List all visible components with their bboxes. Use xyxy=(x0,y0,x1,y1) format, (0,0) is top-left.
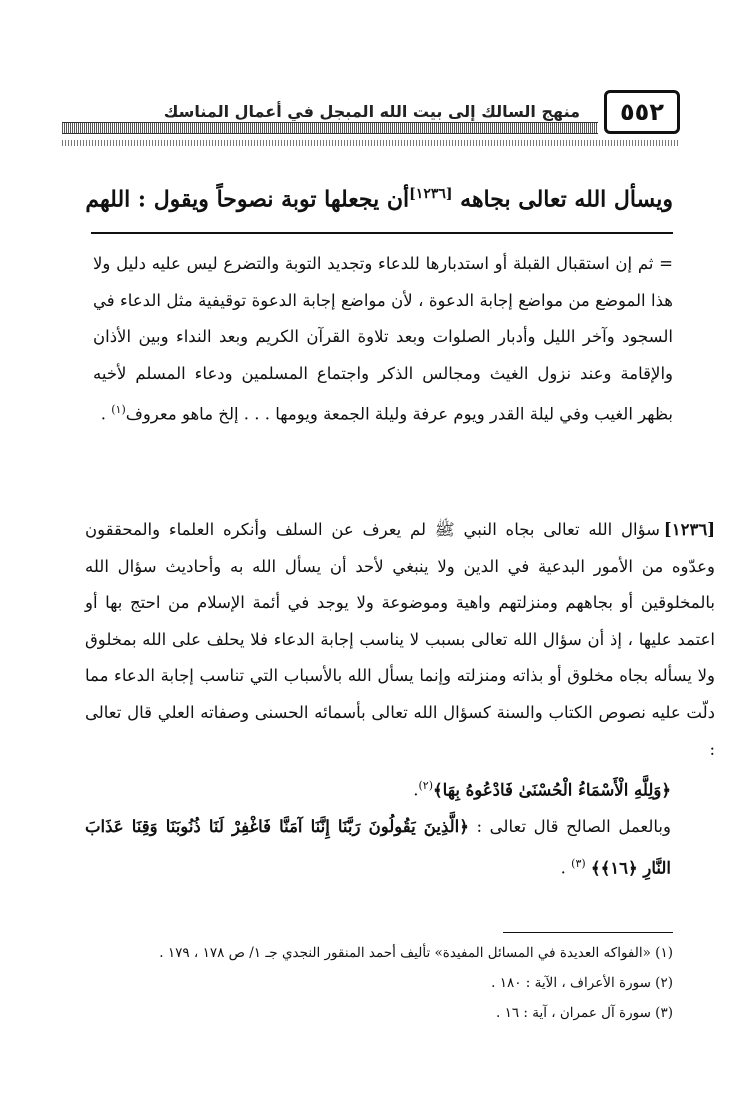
note-end: . xyxy=(100,404,112,424)
comment-reference: [١٢٣٦] xyxy=(409,186,453,202)
footnote-marker-3: (٣) xyxy=(571,856,586,870)
main-text-after: أن يجعلها توبة نصوحاً ويقول : اللهم xyxy=(85,186,410,213)
footnotes xyxy=(73,938,673,1028)
continued-note xyxy=(93,246,673,433)
footnote-rule xyxy=(503,932,673,933)
main-text-line xyxy=(63,172,673,221)
footnote-1: (١) «الفواكه العديدة في المسائل المفيدة» تأليف أحمد المنقور النجدي جـ ١/ ص ١٧٨ ، ١٧٩ . xyxy=(159,945,673,961)
comment-1236 xyxy=(85,512,715,887)
comment-number: [١٢٣٦] xyxy=(663,520,715,539)
running-title: منهج السالك إلى بيت الله المبجل في أعمال المناسك xyxy=(163,102,580,121)
page-number: ٥٥٢ xyxy=(604,90,680,134)
quran-verse-2: ﴿الَّذِينَ يَقُولُونَ رَبَّنَا إِنَّنَا آمَنَّا فَاغْفِرْ لَنَا ذُنُوبَنَا وَقِنَا عَذَابَ النَّارِ ﴿١٦﴾﴾ xyxy=(85,817,671,878)
footnote-marker-1: (١) xyxy=(111,403,126,417)
quran-verse-1: ﴿وَلِلَّهِ الْأَسْمَاءُ الْحُسْنَىٰ فَادْعُوهُ بِهَا﴾ xyxy=(433,780,671,800)
comment-text: سؤال الله تعالى بجاه النبي ﷺ لم يعرف عن السلف وأنكره العلماء والمحققون وعدّوه من الأمور البدعية في الدين ولا ينبغي لأحد أن يسأل الله به وأحاديث سؤال الله بالمخلوقين أو بجاههم ومنزلتهم واهية وموضوعة ولا يوجد في أئمة الإسلام من احتج بها أو اعتمد عليها ، إذ أن سؤال الله تعالى بسبب لا يناسب إجابة الدعاء فلا يحلف على الله بمخلوق ولا يسأله بجاه مخلوق أو بذاته ومنزلته وإنما يسأل الله بالأسباب التي تناسب إجابة الدعاء مما دلّت عليه نصوص الكتاب والسنة كسؤال الله تعالى بأسمائه الحسنى وصفاته العلي قال تعالى : xyxy=(85,520,715,759)
verse-2-intro: وبالعمل الصالح قال تعالى : xyxy=(468,817,671,837)
footnote-2: (٢) سورة الأعراف ، الآية : ١٨٠ . xyxy=(491,975,673,991)
page-header xyxy=(62,90,680,150)
footnote-3: (٣) سورة آل عمران ، آية : ١٦ . xyxy=(495,1005,673,1021)
verse-1-end: . xyxy=(413,780,419,800)
main-text-before: ويسأل الله تعالى بجاهه xyxy=(452,186,673,213)
verse-1-line xyxy=(85,768,715,809)
header-decorative-rule xyxy=(62,122,598,134)
section-divider xyxy=(91,232,673,234)
verse-2-line xyxy=(85,809,715,887)
header-underline-rule xyxy=(62,140,680,146)
note-text: = ثم إن استقبال القبلة أو استدبارها للدعاء وتجديد التوبة والتضرع ليس عليه دليل ولا هذا الموضع من مواضع إجابة الدعوة ، لأن مواضع إجابة الدعوة توقيفية مثل الدعاء في السجود وآخر الليل وأدبار الصلوات وبعد تلاوة القرآن الكريم وبعد النداء وبين الأذان والإقامة وعند نزول الغيث ومجالس الذكر واجتماع المسلمين ودعاء المسلم لأخيه بظهر الغيب وفي ليلة القدر ويوم عرفة وليلة الجمعة ويومها . . . إلخ ماهو معروف xyxy=(93,254,673,424)
verse-2-end: . xyxy=(560,858,572,878)
footnote-marker-2: (٢) xyxy=(418,779,434,793)
